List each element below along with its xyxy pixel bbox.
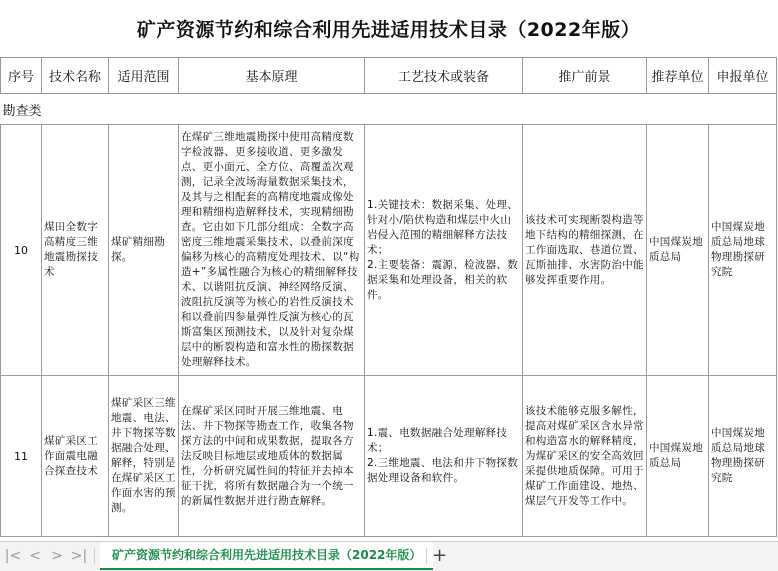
tech-name-cell[interactable]: 煤田全数字高精度三维地震勘探技术 xyxy=(42,125,109,376)
prospect-cell[interactable]: 该技术能够克服多解性，提高对煤矿采区含水异常和构造富水的解释精度，为煤矿采区的安全高效回采提供地质保障。可用于煤矿工作面建设、地热、煤层气开发等工作中。 xyxy=(523,376,647,537)
scope-cell[interactable]: 煤矿采区三维地震、电法、井下物探等数据融合处理、解释，特别是在煤矿采区工作面水害的预测。 xyxy=(109,376,179,537)
principle-cell[interactable]: 在煤矿采区同时开展三维地震、电法、井下物探等勘查工作，收集各物探方法的中间和成果数据，提取各方法反映目标地层或地质体的数据属性，分析研究属性间的特征并去掉本征干扰，将所有数据融合为一个统一的新属性数据并进行勘查解释。 xyxy=(179,376,365,537)
prev-sheet-icon[interactable]: < xyxy=(29,548,41,564)
sheet-nav-buttons xyxy=(2,548,90,564)
divider xyxy=(94,548,95,564)
sheet-tab-active[interactable]: 矿产资源节约和综合利用先进适用技术目录（2022年版） xyxy=(100,542,433,570)
process-cell[interactable]: 1.关键技术：数据采集、处理、针对小/陷伏构造和煤层中火山岩侵入范围的精细解释方法技术； 2.主要装备：震源、检波器、数据采集和处理设备，相关的软件。 xyxy=(365,125,523,376)
divider xyxy=(426,548,427,564)
row-number-cell[interactable]: 10 xyxy=(1,125,42,376)
prospect-cell[interactable]: 该技术可实现断裂构造等地下结构的精细探测，在工作面选取、巷道位置、瓦斯抽排、水害防治中能够发挥重要作用。 xyxy=(523,125,647,376)
scope-cell[interactable]: 煤矿精细勘探。 xyxy=(109,125,179,376)
applicant-cell[interactable]: 中国煤炭地质总局地球物理勘探研究院 xyxy=(709,125,777,376)
table-row xyxy=(1,376,777,537)
header-cell[interactable]: 推荐单位 xyxy=(647,58,709,94)
recommender-cell[interactable]: 中国煤炭地质总局 xyxy=(647,125,709,376)
header-cell[interactable]: 适用范围 xyxy=(109,58,179,94)
document-title[interactable]: 矿产资源节约和综合利用先进适用技术目录（2022年版） xyxy=(1,0,777,58)
next-sheet-icon[interactable]: > xyxy=(51,548,63,564)
last-sheet-icon[interactable]: >| xyxy=(70,548,88,564)
header-cell[interactable]: 工艺技术或装备 xyxy=(365,58,523,94)
first-sheet-icon[interactable]: |< xyxy=(4,548,22,564)
add-sheet-icon[interactable]: + xyxy=(432,545,448,566)
row-number-cell[interactable]: 11 xyxy=(1,376,42,537)
header-cell[interactable]: 序号 xyxy=(1,58,42,94)
tech-name-cell[interactable]: 煤矿采区工作面震电融合探查技术 xyxy=(42,376,109,537)
process-cell[interactable]: 1.震、电数据融合处理解释技术； 2.三维地震、电法和井下物探数据处理设备和软件。 xyxy=(365,376,523,537)
table-row xyxy=(1,125,777,376)
principle-cell[interactable]: 在煤矿三维地震勘探中使用高精度数字检波器、更多接收道、更多激发点、更小面元、全方位、高覆盖次观测，记录全波场海量数据采集技术，及其与之相配套的高精度地震成像处理和精细构造解释技术，实现精细勘查。它由如下几部分组成：全数字高密度三维地震采集技术、以叠前深度偏移为核心的高精度处理技术、以“构造+”多属性融合为核心的精细解释技术、以谐阻抗反演、神经网络反演、波阻抗反演等为核心的岩性反演技术和以叠前四参量弹性反演为核心的瓦斯富集区预测技术，以及针对复杂煤层中的断裂构造和富水性的勘探数据处理解释技术。 xyxy=(179,125,365,376)
header-cell[interactable]: 推广前景 xyxy=(523,58,647,94)
sheet-tab-bar xyxy=(0,541,778,571)
header-cell[interactable]: 基本原理 xyxy=(179,58,365,94)
applicant-cell[interactable]: 中国煤炭地质总局地球物理勘探研究院 xyxy=(709,376,777,537)
header-cell[interactable]: 申报单位 xyxy=(709,58,777,94)
header-row xyxy=(1,58,777,94)
recommender-cell[interactable]: 中国煤炭地质总局 xyxy=(647,376,709,537)
header-cell[interactable]: 技术名称 xyxy=(42,58,109,94)
category-cell[interactable]: 勘查类 xyxy=(1,94,777,125)
